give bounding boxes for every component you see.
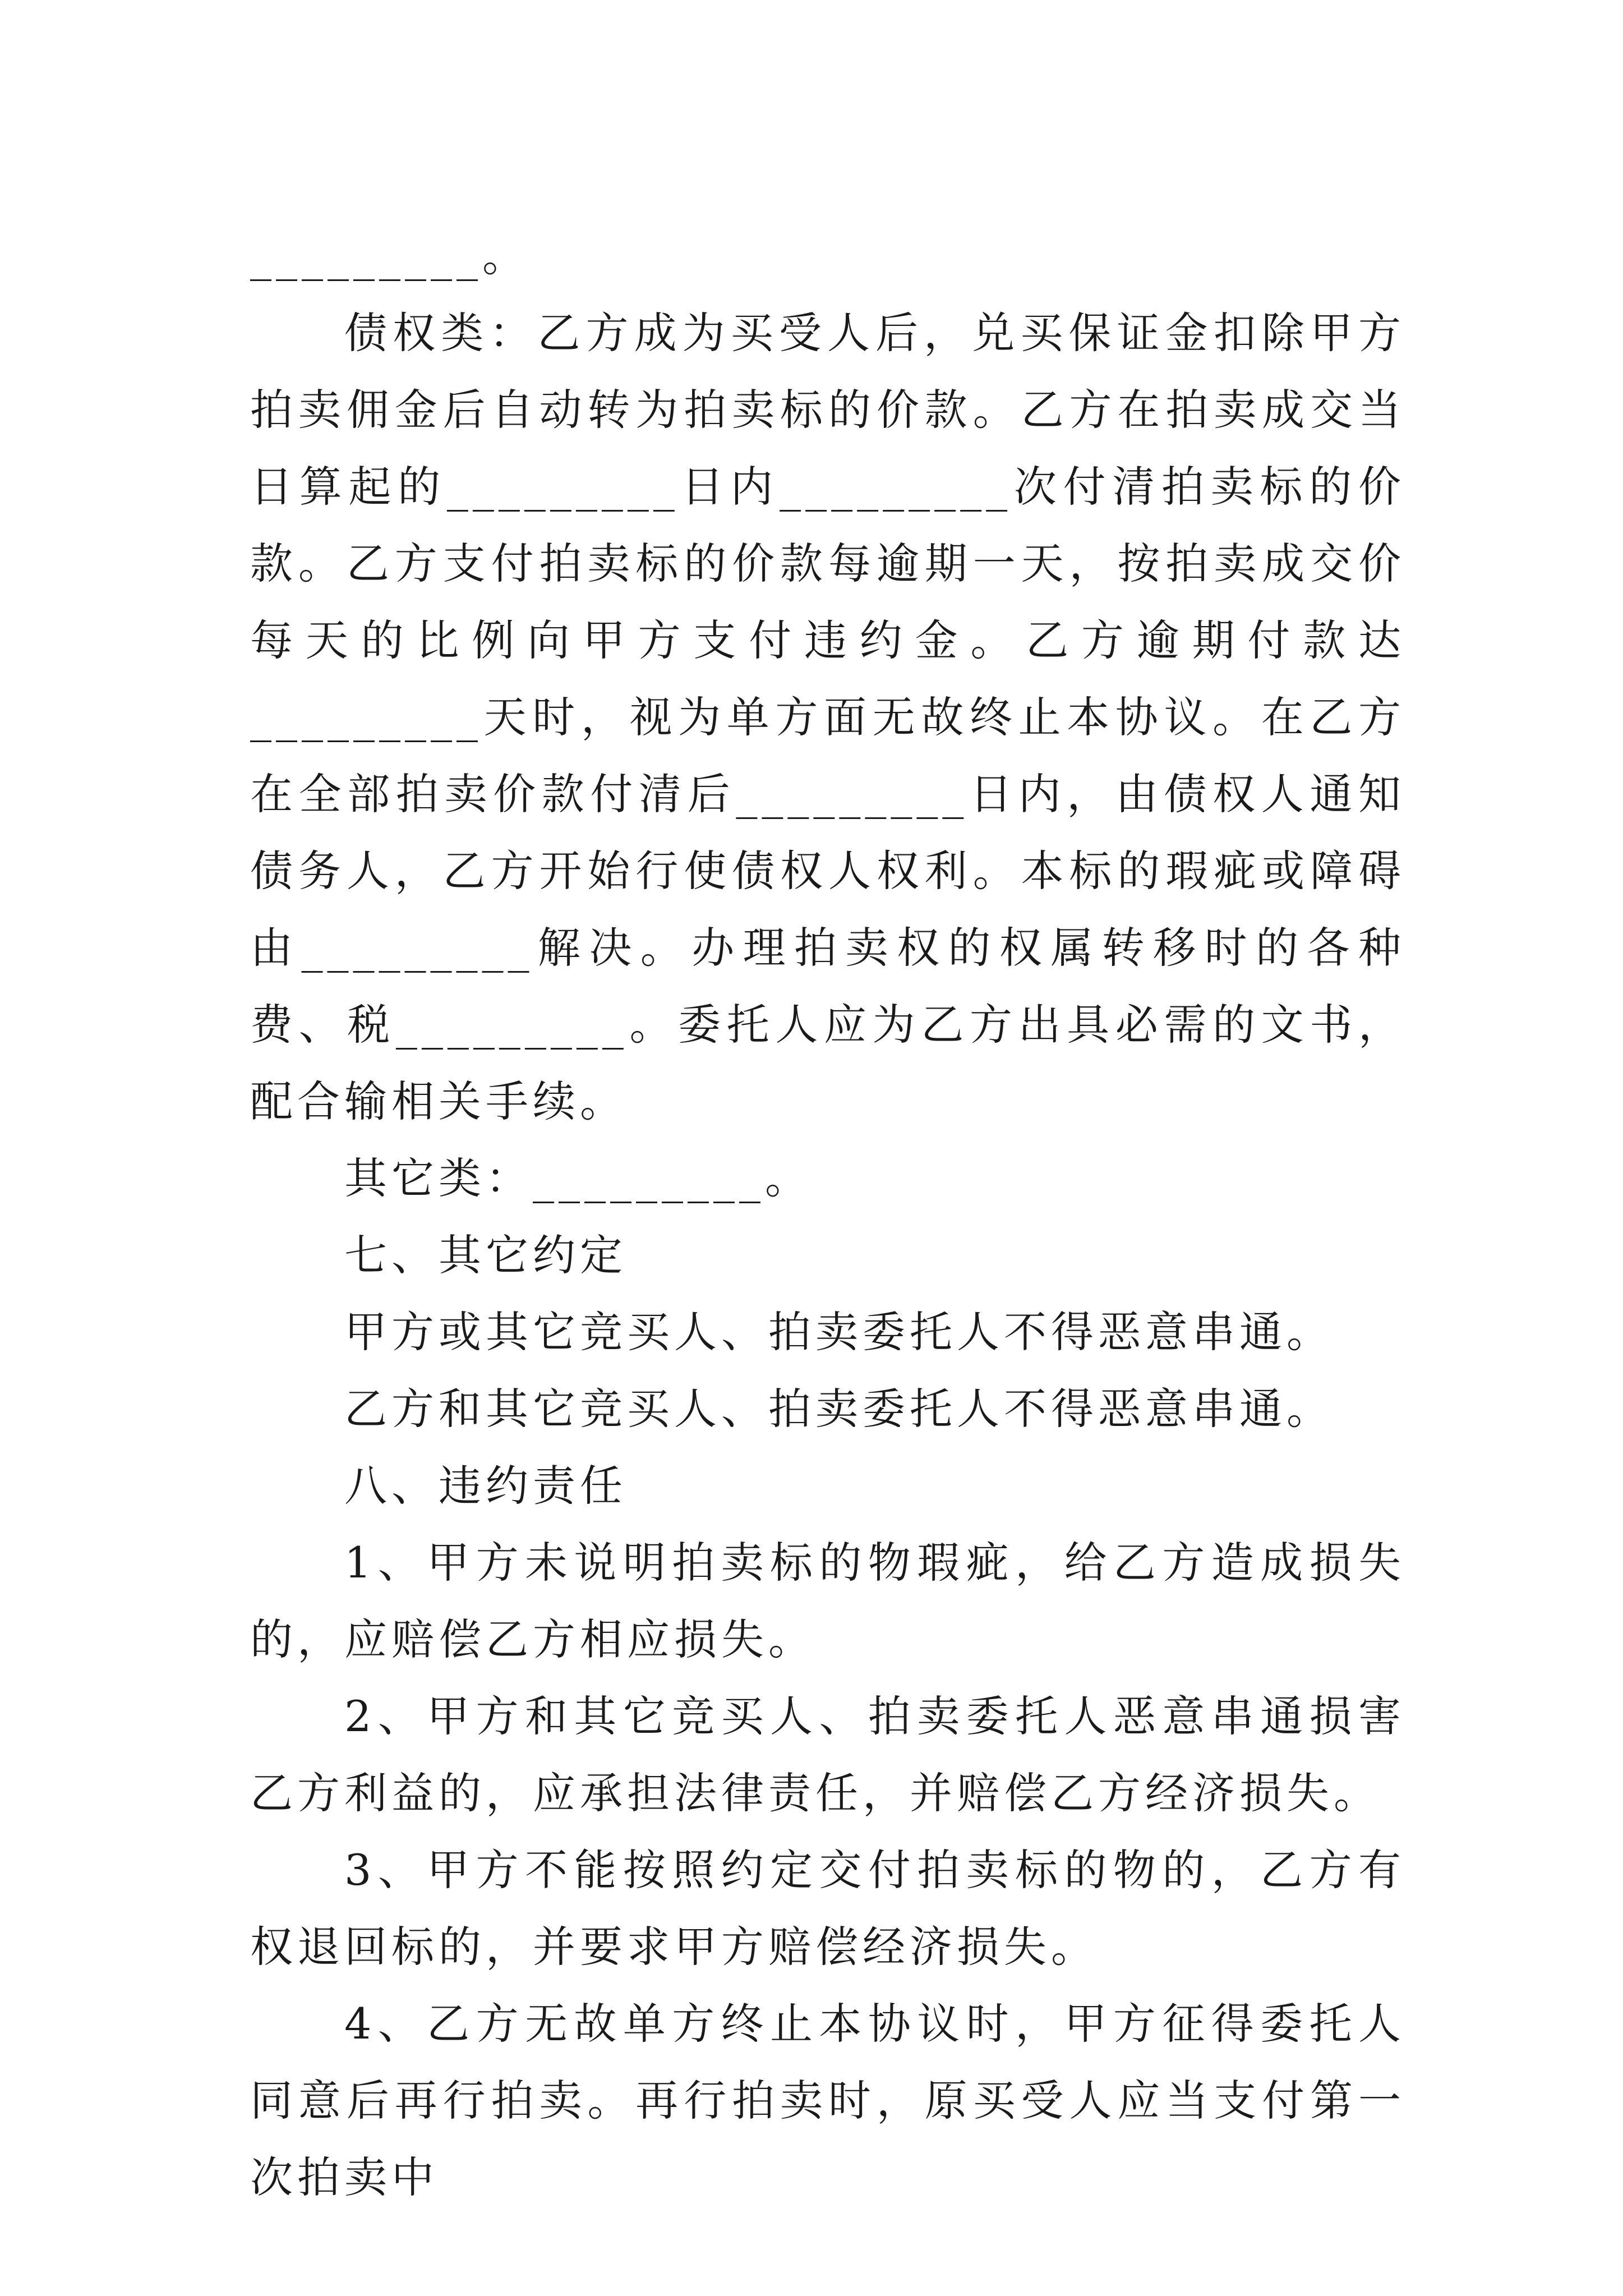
- section-heading-liability: 八、违约责任: [344, 1461, 627, 1511]
- blank-line-continuation: _________。: [250, 231, 529, 281]
- paragraph-party-b-collusion: 乙方和其它竞买人、拍卖委托人不得恶意串通。: [344, 1384, 1334, 1434]
- liability-item-3: 3、甲方不能按照约定交付拍卖标的物的，乙方有权退回标的，并要求甲方赔偿经济损失。: [250, 1845, 1405, 1972]
- liability-item-1: 1、甲方未说明拍卖标的物瑕疵，给乙方造成损失的，应赔偿乙方相应损失。: [250, 1538, 1405, 1664]
- document-body: [250, 218, 1405, 2216]
- liability-item-4: 4、乙方无故单方终止本协议时，甲方征得委托人同意后再行拍卖。再行拍卖时，原买受人应当支付第一次拍卖中: [250, 1999, 1405, 2202]
- liability-item-2: 2、甲方和其它竞买人、拍卖委托人恶意串通损害乙方利益的，应承担法律责任，并赔偿乙方经济损失。: [250, 1691, 1405, 1818]
- paragraph-debt-rights: 债权类：乙方成为买受人后，兑买保证金扣除甲方拍卖佣金后自动转为拍卖标的价款。乙方在拍卖成交当日算起的_________日内_________次付清拍卖标的价款。乙方支付拍卖标的价款每逾期一天，按拍卖成交价每天的比例向甲方支付违约金。乙方逾期付款达_________天时，视为单方面无故终止本协议。在乙方在全部拍卖价款付清后_________日内，由债权人通知债务人，乙方开始行使债权人权利。本标的瑕疵或障碍由_________解决。办理拍卖权的权属转移时的各种费、税_________。委托人应为乙方出具必需的文书，配合输相关手续。: [250, 308, 1405, 1126]
- paragraph-other-types: 其它类：_________。: [344, 1153, 812, 1203]
- section-heading-other-agreements: 七、其它约定: [344, 1230, 627, 1280]
- paragraph-party-a-collusion: 甲方或其它竞买人、拍卖委托人不得恶意串通。: [344, 1307, 1334, 1357]
